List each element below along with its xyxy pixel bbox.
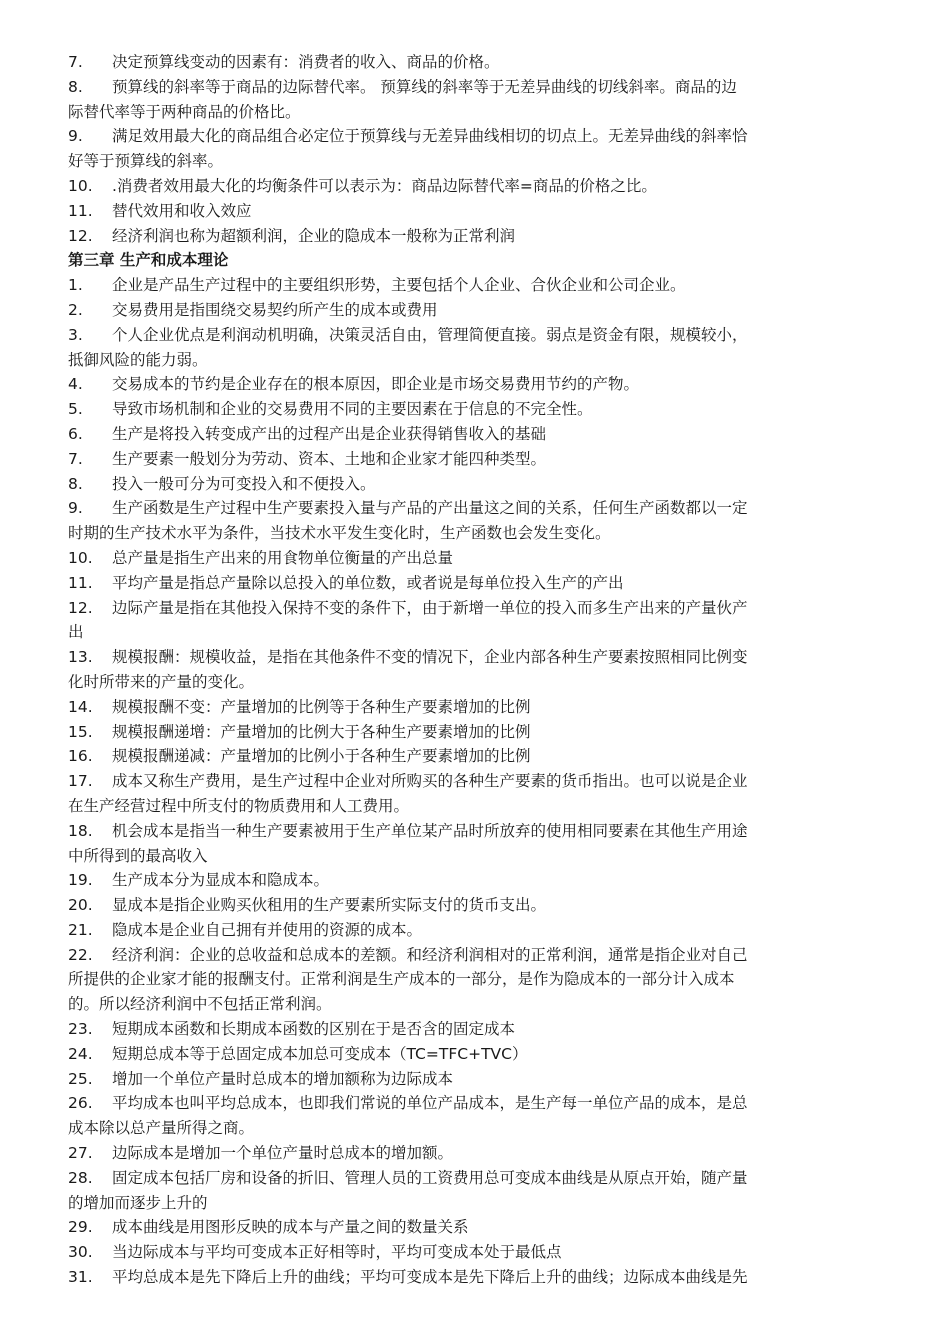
- item-number: 20.: [68, 896, 93, 915]
- item-number: 28.: [68, 1168, 93, 1187]
- item-number: 16.: [68, 747, 93, 766]
- text-line: [68, 645, 906, 670]
- text-line: [68, 174, 906, 199]
- item-number: 9.: [68, 127, 83, 146]
- item-number: 12.: [68, 226, 93, 245]
- text-line: [68, 447, 906, 472]
- line-text: 满足效用最大化的商品组合必定位于预算线与无差异曲线相切的切点上。无差异曲线的斜率恰: [112, 127, 748, 146]
- text-line: [68, 422, 906, 447]
- text-line: [68, 199, 906, 224]
- text-line: [68, 1017, 906, 1042]
- text-line: [68, 620, 906, 645]
- line-text: 决定预算线变动的因素有：消费者的收入、商品的价格。: [112, 53, 500, 71]
- line-text: 投入一般可分为可变投入和不便投入。: [112, 474, 376, 493]
- text-line: [68, 992, 906, 1017]
- item-number: 22.: [68, 945, 93, 964]
- line-text: 好等于预算线的斜率。: [68, 152, 224, 171]
- line-text: 成本曲线是用图形反映的成本与产量之间的数量关系: [112, 1218, 469, 1237]
- item-number: 23.: [68, 1020, 93, 1039]
- item-number: 4.: [68, 375, 83, 394]
- line-text: 边际产量是指在其他投入保持不变的条件下，由于新增一单位的投入而多生产出来的产量伙产: [112, 598, 748, 617]
- item-number: 19.: [68, 871, 93, 890]
- line-text: 生产成本分为显成本和隐成本。: [112, 871, 330, 890]
- text-line: [68, 1191, 906, 1216]
- text-line: [68, 744, 906, 769]
- item-number: 5.: [68, 400, 83, 419]
- text-line: [68, 571, 906, 596]
- text-line: [68, 1265, 906, 1290]
- line-text: 的增加而逐步上升的: [68, 1193, 208, 1212]
- line-text: 规模报酬不变：产量增加的比例等于各种生产要素增加的比例: [112, 697, 531, 716]
- item-number: 6.: [68, 424, 83, 443]
- text-line: [68, 472, 906, 497]
- item-number: 8.: [68, 77, 83, 96]
- item-number: 10.: [68, 176, 93, 195]
- line-text: 规模报酬：规模收益，是指在其他条件不变的情况下，企业内部各种生产要素按照相同比例变: [112, 648, 748, 667]
- text-line: [68, 1042, 906, 1067]
- line-text: 短期总成本等于总固定成本加总可变成本（TC=TFC+TVC）: [112, 1044, 528, 1063]
- line-text: .消费者效用最大化的均衡条件可以表示为：商品边际替代率=商品的价格之比。: [112, 176, 657, 195]
- text-line: [68, 769, 906, 794]
- item-number: 21.: [68, 920, 93, 939]
- line-text: 生产要素一般划分为劳动、资本、土地和企业家才能四种类型。: [112, 449, 547, 468]
- line-text: 经济利润：企业的总收益和总成本的差额。和经济利润相对的正常利润，通常是指企业对自己: [112, 945, 748, 964]
- item-number: 29.: [68, 1218, 93, 1237]
- line-text: 平均产量是指总产量除以总投入的单位数，或者说是每单位投入生产的产出: [112, 573, 624, 592]
- line-text: 经济利润也称为超额利润，企业的隐成本一般称为正常利润: [112, 226, 516, 245]
- item-number: 15.: [68, 722, 93, 741]
- item-number: 11.: [68, 573, 93, 592]
- line-text: 导致市场机制和企业的交易费用不同的主要因素在于信息的不完全性。: [112, 400, 593, 419]
- text-line: [68, 124, 906, 149]
- text-line: [68, 496, 906, 521]
- line-text: 替代效用和收入效应: [112, 201, 252, 220]
- item-number: 25.: [68, 1069, 93, 1088]
- text-line: [68, 967, 906, 992]
- item-number: 1.: [68, 276, 83, 295]
- text-line: [68, 1240, 906, 1265]
- text-line: [68, 1116, 906, 1141]
- text-line: [68, 521, 906, 546]
- item-number: 7.: [68, 449, 83, 468]
- line-text: 化时所带来的产量的变化。: [68, 672, 255, 691]
- item-number: 11.: [68, 201, 93, 220]
- line-text: 固定成本包括厂房和设备的折旧、管理人员的工资费用总可变成本曲线是从原点开始，随产量: [112, 1168, 748, 1187]
- line-text: 交易成本的节约是企业存在的根本原因，即企业是市场交易费用节约的产物。: [112, 375, 640, 394]
- text-line: [68, 720, 906, 745]
- item-number: 2.: [68, 300, 83, 319]
- text-line: [68, 893, 906, 918]
- text-line: [68, 372, 906, 397]
- text-line: [68, 50, 906, 75]
- item-number: 30.: [68, 1243, 93, 1262]
- text-line: [68, 348, 906, 373]
- line-text: 中所得到的最高收入: [68, 846, 208, 865]
- text-line: [68, 224, 906, 249]
- item-number: 31.: [68, 1268, 93, 1287]
- document-page: [68, 50, 906, 1290]
- text-line: [68, 149, 906, 174]
- item-number: 27.: [68, 1144, 93, 1163]
- line-text: 总产量是指生产出来的用食物单位衡量的产出总量: [112, 548, 454, 567]
- line-text: 显成本是指企业购买伙租用的生产要素所实际支付的货币支出。: [112, 896, 547, 915]
- line-text: 规模报酬递增：产量增加的比例大于各种生产要素增加的比例: [112, 722, 531, 741]
- line-text: 生产函数是生产过程中生产要素投入量与产品的产出量这之间的关系，任何生产函数都以一定: [112, 499, 748, 518]
- section-heading: [68, 248, 906, 273]
- text-line: [68, 918, 906, 943]
- text-line: [68, 1215, 906, 1240]
- text-line: [68, 273, 906, 298]
- item-number: 13.: [68, 648, 93, 667]
- item-number: 3.: [68, 325, 83, 344]
- line-text: 生产是将投入转变成产出的过程产出是企业获得销售收入的基础: [112, 424, 547, 443]
- text-line: [68, 323, 906, 348]
- item-number: 24.: [68, 1044, 93, 1063]
- text-line: [68, 397, 906, 422]
- text-line: [68, 596, 906, 621]
- text-line: [68, 100, 906, 125]
- line-text: 规模报酬递减：产量增加的比例小于各种生产要素增加的比例: [112, 747, 531, 766]
- line-text: 当边际成本与平均可变成本正好相等时，平均可变成本处于最低点: [112, 1243, 562, 1262]
- item-number: 26.: [68, 1094, 93, 1113]
- line-text: 短期成本函数和长期成本函数的区别在于是否含的固定成本: [112, 1020, 516, 1039]
- line-text: 增加一个单位产量时总成本的增加额称为边际成本: [112, 1069, 454, 1088]
- line-text: 交易费用是指围绕交易契约所产生的成本或费用: [112, 300, 438, 319]
- item-number: 18.: [68, 821, 93, 840]
- text-line: [68, 695, 906, 720]
- line-text: 个人企业优点是利润动机明确，决策灵活自由，管理简便直接。弱点是资金有限，规模较小，: [112, 325, 748, 344]
- line-text: 成本除以总产量所得之商。: [68, 1119, 255, 1138]
- item-number: 8.: [68, 474, 83, 493]
- text-line: [68, 794, 906, 819]
- text-line: [68, 943, 906, 968]
- line-text: 机会成本是指当一种生产要素被用于生产单位某产品时所放弃的使用相同要素在其他生产用途: [112, 821, 748, 840]
- line-text: 平均总成本是先下降后上升的曲线；平均可变成本是先下降后上升的曲线；边际成本曲线是先: [112, 1268, 748, 1287]
- text-line: [68, 1141, 906, 1166]
- line-text: 边际成本是增加一个单位产量时总成本的增加额。: [112, 1144, 454, 1163]
- text-line: [68, 1091, 906, 1116]
- line-text: 抵御风险的能力弱。: [68, 350, 208, 369]
- text-line: [68, 819, 906, 844]
- text-line: [68, 1067, 906, 1092]
- line-text: 际替代率等于两种商品的价格比。: [68, 102, 301, 121]
- line-text: 在生产经营过程中所支付的物质费用和人工费用。: [68, 796, 410, 815]
- item-number: 7.: [68, 53, 83, 71]
- line-text: 的。所以经济利润中不包括正常利润。: [68, 995, 332, 1014]
- item-number: 12.: [68, 598, 93, 617]
- text-line: [68, 546, 906, 571]
- line-text: 隐成本是企业自己拥有并使用的资源的成本。: [112, 920, 423, 939]
- text-line: [68, 1166, 906, 1191]
- item-number: 17.: [68, 772, 93, 791]
- item-number: 14.: [68, 697, 93, 716]
- text-line: [68, 844, 906, 869]
- text-line: [68, 868, 906, 893]
- line-text: 预算线的斜率等于商品的边际替代率。 预算线的斜率等于无差异曲线的切线斜率。商品的边: [112, 77, 737, 96]
- text-line: [68, 75, 906, 100]
- line-text: 企业是产品生产过程中的主要组织形势，主要包括个人企业、合伙企业和公司企业。: [112, 276, 686, 295]
- line-text: 时期的生产技术水平为条件，当技术水平发生变化时，生产函数也会发生变化。: [68, 524, 611, 543]
- text-line: [68, 670, 906, 695]
- line-text: 平均成本也叫平均总成本，也即我们常说的单位产品成本，是生产每一单位产品的成本，是总: [112, 1094, 748, 1113]
- text-line: [68, 298, 906, 323]
- line-text: 所提供的企业家才能的报酬支付。正常利润是生产成本的一部分，是作为隐成本的一部分计入成本: [68, 970, 735, 989]
- heading-text: 第三章 生产和成本理论: [68, 251, 229, 270]
- line-text: 成本又称生产费用，是生产过程中企业对所购买的各种生产要素的货币指出。也可以说是企业: [112, 772, 748, 791]
- item-number: 9.: [68, 499, 83, 518]
- item-number: 10.: [68, 548, 93, 567]
- line-text: 出: [68, 623, 84, 642]
